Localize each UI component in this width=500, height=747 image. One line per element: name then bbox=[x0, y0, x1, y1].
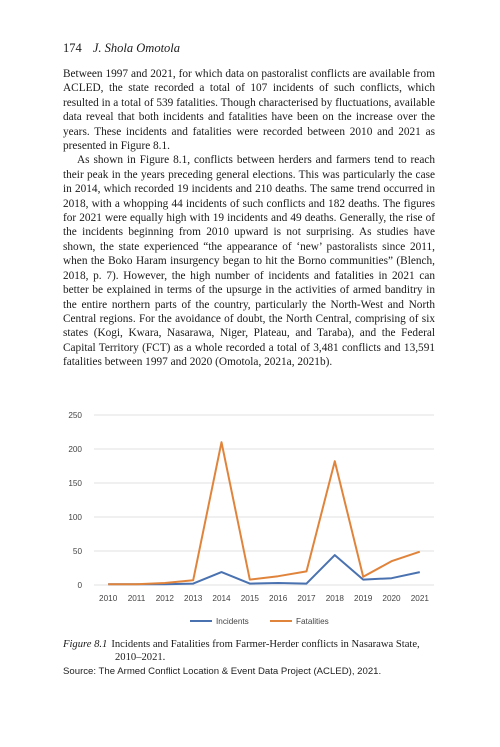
x-tick-label-2021: 2021 bbox=[410, 594, 429, 603]
y-tick-label-200: 200 bbox=[68, 445, 82, 454]
y-tick-label-150: 150 bbox=[68, 479, 82, 488]
y-tick-label-50: 50 bbox=[72, 547, 82, 556]
paragraph-2: As shown in Figure 8.1, conflicts between herders and farmers tend to reach their peak in the years preceding general elections. This was particularly the case in 2014, which recorded 19 incidents and 210 deaths. The same trend occurred in 2018, with a whopping 44 incidents of such conflicts and 182 deaths. The figures for 2021 were equally high with 19 incidents and 49 deaths. Generally, the rise of the incidents beginning from 2010 upward is not surprising. As studies have shown, the state experienced “the appearance of ‘new’ pastoralists since 2011, when the Boko Haram insurgency began to hit the Borno communities” (Blench, 2018, p. 7). However, the high number of incidents and fatalities in 2021 can better be explained in terms of the upsurge in the activities of armed banditry in the entire northern parts of the country, particularly the North-West and North Central regions. For the avoidance of doubt, the North Central, comprising of six states (Kogi, Kwara, Nasarawa, Niger, Plateau, and Taraba), and the Federal Capital Territory (FCT) as a whole recorded a total of 3,481 conflicts and 13,591 fatalities between 1997 and 2020 (Omotola, 2021a, 2021b). bbox=[63, 154, 435, 369]
figure-caption bbox=[63, 638, 435, 664]
x-tick-label-2016: 2016 bbox=[269, 594, 288, 603]
x-tick-label-2018: 2018 bbox=[325, 594, 344, 603]
x-tick-label-2015: 2015 bbox=[240, 594, 259, 603]
body-text bbox=[63, 67, 435, 370]
y-tick-label-0: 0 bbox=[77, 581, 82, 590]
page-number: 174 bbox=[63, 41, 82, 55]
figure-label: Figure 8.1 bbox=[63, 639, 108, 650]
x-tick-label-2017: 2017 bbox=[297, 594, 316, 603]
x-tick-label-2010: 2010 bbox=[99, 594, 118, 603]
x-tick-label-2012: 2012 bbox=[155, 594, 174, 603]
figure-chart bbox=[58, 405, 448, 635]
series-line-incidents bbox=[108, 555, 420, 584]
x-tick-label-2013: 2013 bbox=[184, 594, 203, 603]
x-tick-label-2020: 2020 bbox=[382, 594, 401, 603]
x-tick-label-2019: 2019 bbox=[354, 594, 373, 603]
paragraph-1: Between 1997 and 2021, for which data on pastoralist conflicts are available from ACLED, the state recorded a total of 107 incidents of such conflicts, which resulted in a total of 539 fatalities. Though characterised by fluctuations, available data reveal that both incidents and fatalities have been on the increase over the years. These incidents and fatalities were recorded between 2010 and 2021 as presented in Figure 8.1. bbox=[63, 68, 435, 153]
x-tick-label-2011: 2011 bbox=[127, 594, 146, 603]
y-tick-label-100: 100 bbox=[68, 513, 82, 522]
legend-label-incidents: Incidents bbox=[216, 617, 249, 626]
y-tick-label-250: 250 bbox=[68, 411, 82, 420]
legend-label-fatalities: Fatalities bbox=[296, 617, 329, 626]
line-chart bbox=[58, 405, 448, 635]
caption-line-1: Incidents and Fatalities from Farmer-Herder conflicts in Nasarawa State, bbox=[111, 639, 420, 650]
x-tick-label-2014: 2014 bbox=[212, 594, 231, 603]
running-header bbox=[63, 41, 180, 56]
figure-source: Source: The Armed Conflict Location & Event Data Project (ACLED), 2021. bbox=[63, 666, 382, 677]
series-line-fatalities bbox=[108, 442, 420, 584]
running-head-author: J. Shola Omotola bbox=[92, 41, 181, 55]
caption-line-2: 2010–2021. bbox=[115, 652, 166, 663]
